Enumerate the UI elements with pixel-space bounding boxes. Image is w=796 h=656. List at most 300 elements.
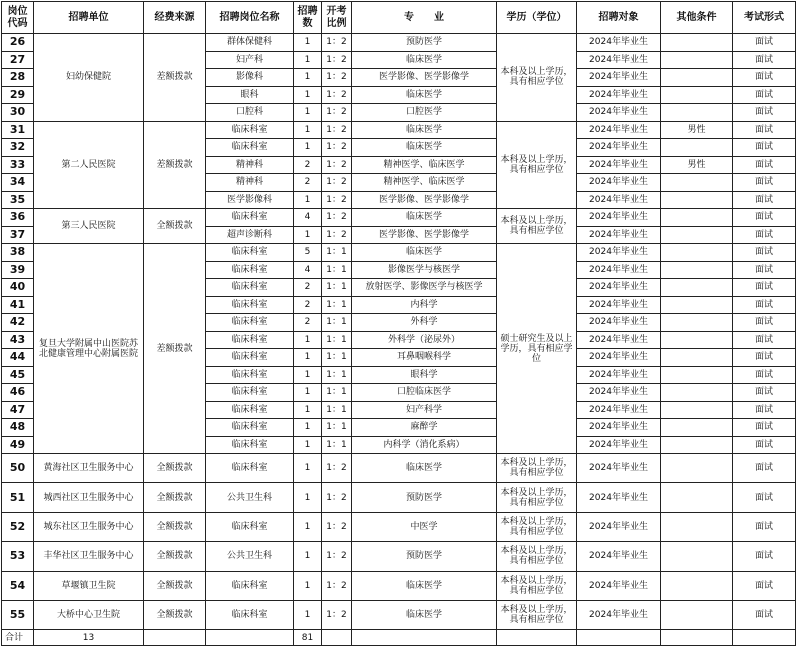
hire-count: 2 xyxy=(294,314,322,332)
position-code: 45 xyxy=(2,366,34,384)
exam-ratio: 1：2 xyxy=(322,191,352,209)
exam-ratio: 1：1 xyxy=(322,296,352,314)
exam-format: 面试 xyxy=(733,244,796,262)
hire-count: 1 xyxy=(294,191,322,209)
header-position: 招聘岗位名称 xyxy=(206,2,294,34)
exam-ratio: 1：2 xyxy=(322,483,352,512)
exam-ratio: 1：2 xyxy=(322,512,352,541)
exam-ratio: 1：2 xyxy=(322,121,352,139)
hire-count: 4 xyxy=(294,209,322,227)
table-row xyxy=(2,542,796,571)
employer-unit: 妇幼保健院 xyxy=(34,34,144,122)
position-name: 临床科室 xyxy=(206,209,294,227)
exam-ratio: 1：2 xyxy=(322,34,352,52)
other-conditions xyxy=(661,331,733,349)
totals-empty xyxy=(577,630,661,646)
position-name: 群体保健科 xyxy=(206,34,294,52)
major: 放射医学、影像医学与核医学 xyxy=(352,279,497,297)
position-code: 28 xyxy=(2,69,34,87)
position-name: 公共卫生科 xyxy=(206,542,294,571)
exam-format: 面试 xyxy=(733,366,796,384)
position-name: 临床科室 xyxy=(206,121,294,139)
recruit-target: 2024年毕业生 xyxy=(577,51,661,69)
totals-row xyxy=(2,630,796,646)
major: 临床医学 xyxy=(352,51,497,69)
hire-count: 1 xyxy=(294,349,322,367)
recruit-target: 2024年毕业生 xyxy=(577,104,661,122)
position-name: 精神科 xyxy=(206,174,294,192)
position-name: 临床科室 xyxy=(206,436,294,454)
exam-ratio: 1：1 xyxy=(322,279,352,297)
major: 妇产科学 xyxy=(352,401,497,419)
position-name: 临床科室 xyxy=(206,384,294,402)
recruit-target: 2024年毕业生 xyxy=(577,174,661,192)
other-conditions xyxy=(661,209,733,227)
exam-ratio: 1：1 xyxy=(322,331,352,349)
position-name: 临床科室 xyxy=(206,139,294,157)
position-code: 55 xyxy=(2,600,34,629)
other-conditions xyxy=(661,34,733,52)
position-name: 临床科室 xyxy=(206,279,294,297)
exam-ratio: 1：1 xyxy=(322,384,352,402)
table-row xyxy=(2,571,796,600)
totals-units: 13 xyxy=(34,630,144,646)
position-code: 33 xyxy=(2,156,34,174)
exam-ratio: 1：1 xyxy=(322,261,352,279)
other-conditions xyxy=(661,86,733,104)
position-code: 41 xyxy=(2,296,34,314)
position-name: 眼科 xyxy=(206,86,294,104)
exam-format: 面试 xyxy=(733,436,796,454)
exam-format: 面试 xyxy=(733,156,796,174)
funding-source: 差额拨款 xyxy=(144,244,206,454)
position-code: 30 xyxy=(2,104,34,122)
position-code: 54 xyxy=(2,571,34,600)
header-code: 岗位代码 xyxy=(2,2,34,34)
education-requirement: 本科及以上学历，具有相应学位 xyxy=(497,34,577,122)
major: 临床医学 xyxy=(352,571,497,600)
position-code: 52 xyxy=(2,512,34,541)
other-conditions xyxy=(661,139,733,157)
funding-source: 全额拨款 xyxy=(144,209,206,244)
major: 中医学 xyxy=(352,512,497,541)
other-conditions xyxy=(661,401,733,419)
other-conditions xyxy=(661,314,733,332)
hire-count: 1 xyxy=(294,69,322,87)
other-conditions xyxy=(661,366,733,384)
exam-ratio: 1：2 xyxy=(322,209,352,227)
position-name: 临床科室 xyxy=(206,296,294,314)
hire-count: 1 xyxy=(294,436,322,454)
recruit-target: 2024年毕业生 xyxy=(577,244,661,262)
exam-format: 面试 xyxy=(733,191,796,209)
exam-ratio: 1：2 xyxy=(322,226,352,244)
other-conditions xyxy=(661,69,733,87)
other-conditions xyxy=(661,600,733,629)
position-name: 口腔科 xyxy=(206,104,294,122)
position-name: 临床科室 xyxy=(206,244,294,262)
position-code: 47 xyxy=(2,401,34,419)
exam-format: 面试 xyxy=(733,331,796,349)
header-funding: 经费来源 xyxy=(144,2,206,34)
exam-ratio: 1：2 xyxy=(322,454,352,483)
employer-unit: 第三人民医院 xyxy=(34,209,144,244)
education-requirement: 本科及以上学历，具有相应学位 xyxy=(497,209,577,244)
totals-empty xyxy=(322,630,352,646)
employer-unit: 丰华社区卫生服务中心 xyxy=(34,542,144,571)
recruit-target: 2024年毕业生 xyxy=(577,436,661,454)
recruit-target: 2024年毕业生 xyxy=(577,384,661,402)
hire-count: 1 xyxy=(294,483,322,512)
other-conditions xyxy=(661,454,733,483)
exam-format: 面试 xyxy=(733,261,796,279)
totals-empty xyxy=(497,630,577,646)
exam-format: 面试 xyxy=(733,121,796,139)
exam-format: 面试 xyxy=(733,86,796,104)
position-name: 临床科室 xyxy=(206,512,294,541)
table-row xyxy=(2,600,796,629)
exam-format: 面试 xyxy=(733,454,796,483)
recruit-target: 2024年毕业生 xyxy=(577,600,661,629)
funding-source: 全额拨款 xyxy=(144,600,206,629)
exam-ratio: 1：2 xyxy=(322,542,352,571)
position-code: 53 xyxy=(2,542,34,571)
position-code: 34 xyxy=(2,174,34,192)
position-code: 39 xyxy=(2,261,34,279)
major: 临床医学 xyxy=(352,600,497,629)
employer-unit: 复旦大学附属中山医院苏北健康管理中心附属医院 xyxy=(34,244,144,454)
exam-ratio: 1：2 xyxy=(322,139,352,157)
totals-empty xyxy=(144,630,206,646)
exam-ratio: 1：1 xyxy=(322,314,352,332)
hire-count: 1 xyxy=(294,121,322,139)
exam-ratio: 1：2 xyxy=(322,156,352,174)
position-code: 42 xyxy=(2,314,34,332)
employer-unit: 城东社区卫生服务中心 xyxy=(34,512,144,541)
position-code: 48 xyxy=(2,419,34,437)
position-name: 临床科室 xyxy=(206,261,294,279)
recruit-target: 2024年毕业生 xyxy=(577,571,661,600)
employer-unit: 第二人民医院 xyxy=(34,121,144,209)
table-row xyxy=(2,512,796,541)
exam-ratio: 1：2 xyxy=(322,86,352,104)
hire-count: 1 xyxy=(294,104,322,122)
hire-count: 1 xyxy=(294,331,322,349)
recruit-target: 2024年毕业生 xyxy=(577,542,661,571)
recruit-target: 2024年毕业生 xyxy=(577,401,661,419)
education-requirement: 本科及以上学历，具有相应学位 xyxy=(497,571,577,600)
hire-count: 1 xyxy=(294,419,322,437)
exam-ratio: 1：1 xyxy=(322,436,352,454)
table-row xyxy=(2,483,796,512)
table-row xyxy=(2,244,796,262)
exam-ratio: 1：1 xyxy=(322,244,352,262)
major: 临床医学 xyxy=(352,454,497,483)
funding-source: 全额拨款 xyxy=(144,571,206,600)
table-row xyxy=(2,34,796,52)
exam-format: 面试 xyxy=(733,209,796,227)
exam-ratio: 1：2 xyxy=(322,571,352,600)
exam-format: 面试 xyxy=(733,314,796,332)
position-code: 26 xyxy=(2,34,34,52)
header-target: 招聘对象 xyxy=(577,2,661,34)
exam-ratio: 1：1 xyxy=(322,366,352,384)
header-ratio: 开考比例 xyxy=(322,2,352,34)
hire-count: 1 xyxy=(294,512,322,541)
education-requirement: 本科及以上学历，具有相应学位 xyxy=(497,542,577,571)
hire-count: 2 xyxy=(294,156,322,174)
position-name: 临床科室 xyxy=(206,571,294,600)
other-conditions xyxy=(661,571,733,600)
exam-format: 面试 xyxy=(733,104,796,122)
recruit-target: 2024年毕业生 xyxy=(577,419,661,437)
hire-count: 1 xyxy=(294,401,322,419)
other-conditions xyxy=(661,279,733,297)
hire-count: 1 xyxy=(294,571,322,600)
totals-empty xyxy=(352,630,497,646)
major: 医学影像、医学影像学 xyxy=(352,226,497,244)
totals-label: 合计 xyxy=(2,630,34,646)
major: 临床医学 xyxy=(352,209,497,227)
education-requirement: 本科及以上学历，具有相应学位 xyxy=(497,512,577,541)
other-conditions xyxy=(661,51,733,69)
exam-ratio: 1：2 xyxy=(322,600,352,629)
major: 口腔医学 xyxy=(352,104,497,122)
education-requirement: 硕士研究生及以上学历，具有相应学位 xyxy=(497,244,577,454)
recruit-target: 2024年毕业生 xyxy=(577,454,661,483)
funding-source: 全额拨款 xyxy=(144,512,206,541)
funding-source: 差额拨款 xyxy=(144,34,206,122)
major: 临床医学 xyxy=(352,244,497,262)
major: 外科学（泌尿外） xyxy=(352,331,497,349)
position-name: 临床科室 xyxy=(206,419,294,437)
recruitment-table xyxy=(1,1,796,646)
position-name: 影像科 xyxy=(206,69,294,87)
recruit-target: 2024年毕业生 xyxy=(577,86,661,104)
exam-format: 面试 xyxy=(733,542,796,571)
totals-empty xyxy=(206,630,294,646)
exam-format: 面试 xyxy=(733,401,796,419)
major: 眼科学 xyxy=(352,366,497,384)
position-name: 精神科 xyxy=(206,156,294,174)
other-conditions xyxy=(661,542,733,571)
employer-unit: 黄海社区卫生服务中心 xyxy=(34,454,144,483)
major: 预防医学 xyxy=(352,542,497,571)
other-conditions xyxy=(661,226,733,244)
table-row xyxy=(2,454,796,483)
major: 预防医学 xyxy=(352,483,497,512)
exam-format: 面试 xyxy=(733,600,796,629)
position-name: 临床科室 xyxy=(206,314,294,332)
position-name: 妇产科 xyxy=(206,51,294,69)
exam-ratio: 1：1 xyxy=(322,349,352,367)
exam-format: 面试 xyxy=(733,139,796,157)
hire-count: 1 xyxy=(294,600,322,629)
header-unit: 招聘单位 xyxy=(34,2,144,34)
exam-format: 面试 xyxy=(733,174,796,192)
exam-ratio: 1：2 xyxy=(322,174,352,192)
recruit-target: 2024年毕业生 xyxy=(577,34,661,52)
major: 医学影像、医学影像学 xyxy=(352,69,497,87)
recruit-target: 2024年毕业生 xyxy=(577,226,661,244)
position-code: 29 xyxy=(2,86,34,104)
hire-count: 1 xyxy=(294,86,322,104)
position-code: 50 xyxy=(2,454,34,483)
exam-ratio: 1：1 xyxy=(322,419,352,437)
position-code: 40 xyxy=(2,279,34,297)
hire-count: 2 xyxy=(294,296,322,314)
other-conditions xyxy=(661,436,733,454)
position-name: 超声诊断科 xyxy=(206,226,294,244)
hire-count: 5 xyxy=(294,244,322,262)
recruit-target: 2024年毕业生 xyxy=(577,483,661,512)
header-education: 学历（学位） xyxy=(497,2,577,34)
position-code: 44 xyxy=(2,349,34,367)
recruit-target: 2024年毕业生 xyxy=(577,512,661,541)
recruit-target: 2024年毕业生 xyxy=(577,139,661,157)
funding-source: 差额拨款 xyxy=(144,121,206,209)
exam-format: 面试 xyxy=(733,34,796,52)
major: 耳鼻咽喉科学 xyxy=(352,349,497,367)
position-code: 27 xyxy=(2,51,34,69)
exam-ratio: 1：2 xyxy=(322,51,352,69)
other-conditions xyxy=(661,419,733,437)
other-conditions xyxy=(661,483,733,512)
major: 精神医学、临床医学 xyxy=(352,156,497,174)
hire-count: 1 xyxy=(294,454,322,483)
totals-empty xyxy=(661,630,733,646)
position-code: 37 xyxy=(2,226,34,244)
major: 内科学 xyxy=(352,296,497,314)
hire-count: 2 xyxy=(294,174,322,192)
employer-unit: 草堰镇卫生院 xyxy=(34,571,144,600)
totals-count: 81 xyxy=(294,630,322,646)
education-requirement: 本科及以上学历，具有相应学位 xyxy=(497,483,577,512)
position-code: 31 xyxy=(2,121,34,139)
header-row xyxy=(2,2,796,34)
recruit-target: 2024年毕业生 xyxy=(577,366,661,384)
recruit-target: 2024年毕业生 xyxy=(577,121,661,139)
major: 外科学 xyxy=(352,314,497,332)
major: 精神医学、临床医学 xyxy=(352,174,497,192)
position-name: 临床科室 xyxy=(206,600,294,629)
hire-count: 1 xyxy=(294,226,322,244)
other-conditions: 男性 xyxy=(661,156,733,174)
other-conditions xyxy=(661,244,733,262)
funding-source: 全额拨款 xyxy=(144,483,206,512)
exam-ratio: 1：2 xyxy=(322,69,352,87)
recruit-target: 2024年毕业生 xyxy=(577,279,661,297)
major: 临床医学 xyxy=(352,121,497,139)
recruit-target: 2024年毕业生 xyxy=(577,296,661,314)
exam-format: 面试 xyxy=(733,349,796,367)
other-conditions xyxy=(661,512,733,541)
major: 麻醉学 xyxy=(352,419,497,437)
major: 临床医学 xyxy=(352,139,497,157)
recruit-target: 2024年毕业生 xyxy=(577,261,661,279)
position-code: 32 xyxy=(2,139,34,157)
position-name: 公共卫生科 xyxy=(206,483,294,512)
position-name: 临床科室 xyxy=(206,349,294,367)
recruit-target: 2024年毕业生 xyxy=(577,209,661,227)
hire-count: 1 xyxy=(294,366,322,384)
hire-count: 1 xyxy=(294,34,322,52)
hire-count: 1 xyxy=(294,51,322,69)
education-requirement: 本科及以上学历，具有相应学位 xyxy=(497,600,577,629)
exam-ratio: 1：2 xyxy=(322,104,352,122)
position-code: 35 xyxy=(2,191,34,209)
other-conditions xyxy=(661,296,733,314)
recruit-target: 2024年毕业生 xyxy=(577,331,661,349)
major: 内科学（消化系病） xyxy=(352,436,497,454)
position-name: 医学影像科 xyxy=(206,191,294,209)
position-name: 临床科室 xyxy=(206,454,294,483)
position-code: 38 xyxy=(2,244,34,262)
header-other: 其他条件 xyxy=(661,2,733,34)
position-name: 临床科室 xyxy=(206,401,294,419)
education-requirement: 本科及以上学历，具有相应学位 xyxy=(497,454,577,483)
hire-count: 1 xyxy=(294,384,322,402)
funding-source: 全额拨款 xyxy=(144,542,206,571)
other-conditions: 男性 xyxy=(661,121,733,139)
exam-format: 面试 xyxy=(733,296,796,314)
major: 口腔临床医学 xyxy=(352,384,497,402)
major: 临床医学 xyxy=(352,86,497,104)
position-name: 临床科室 xyxy=(206,331,294,349)
exam-format: 面试 xyxy=(733,571,796,600)
totals-empty xyxy=(733,630,796,646)
exam-format: 面试 xyxy=(733,51,796,69)
employer-unit: 大桥中心卫生院 xyxy=(34,600,144,629)
exam-format: 面试 xyxy=(733,69,796,87)
exam-format: 面试 xyxy=(733,483,796,512)
other-conditions xyxy=(661,104,733,122)
recruit-target: 2024年毕业生 xyxy=(577,156,661,174)
position-name: 临床科室 xyxy=(206,366,294,384)
exam-ratio: 1：1 xyxy=(322,401,352,419)
other-conditions xyxy=(661,384,733,402)
exam-format: 面试 xyxy=(733,384,796,402)
major: 影像医学与核医学 xyxy=(352,261,497,279)
recruit-target: 2024年毕业生 xyxy=(577,69,661,87)
exam-format: 面试 xyxy=(733,226,796,244)
hire-count: 4 xyxy=(294,261,322,279)
exam-format: 面试 xyxy=(733,512,796,541)
exam-format: 面试 xyxy=(733,279,796,297)
position-code: 51 xyxy=(2,483,34,512)
funding-source: 全额拨款 xyxy=(144,454,206,483)
hire-count: 2 xyxy=(294,279,322,297)
other-conditions xyxy=(661,261,733,279)
employer-unit: 城西社区卫生服务中心 xyxy=(34,483,144,512)
hire-count: 1 xyxy=(294,542,322,571)
table-row xyxy=(2,209,796,227)
position-code: 46 xyxy=(2,384,34,402)
hire-count: 1 xyxy=(294,139,322,157)
other-conditions xyxy=(661,349,733,367)
major: 预防医学 xyxy=(352,34,497,52)
recruit-target: 2024年毕业生 xyxy=(577,314,661,332)
major: 医学影像、医学影像学 xyxy=(352,191,497,209)
exam-format: 面试 xyxy=(733,419,796,437)
header-exam: 考试形式 xyxy=(733,2,796,34)
position-code: 49 xyxy=(2,436,34,454)
header-count: 招聘数 xyxy=(294,2,322,34)
other-conditions xyxy=(661,191,733,209)
other-conditions xyxy=(661,174,733,192)
position-code: 43 xyxy=(2,331,34,349)
recruit-target: 2024年毕业生 xyxy=(577,191,661,209)
